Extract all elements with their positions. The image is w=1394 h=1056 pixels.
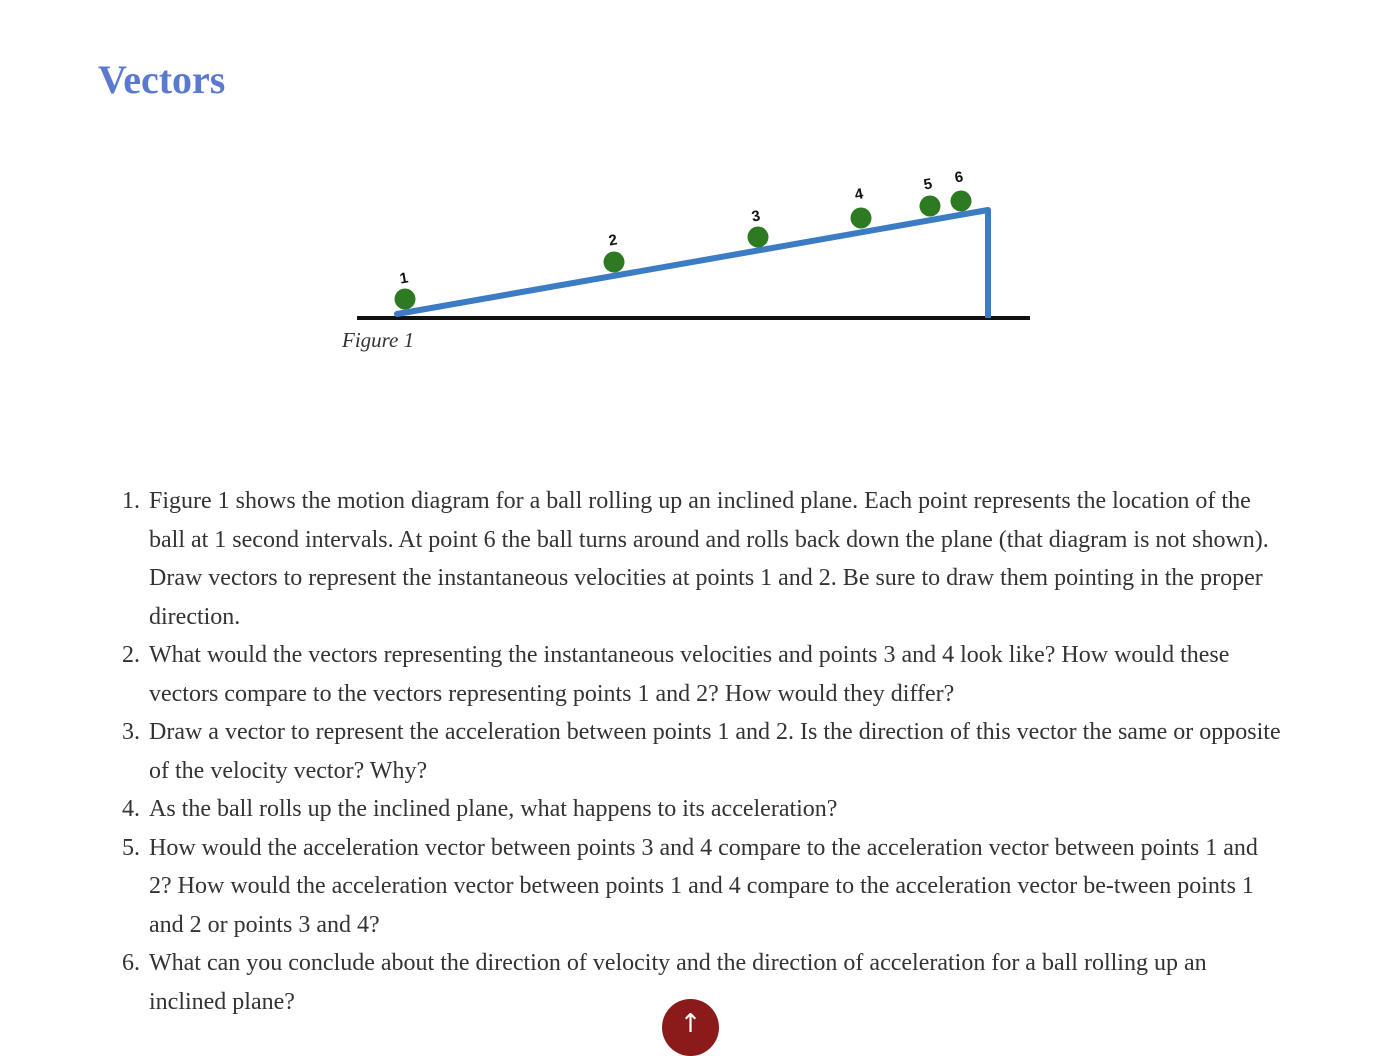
question-number: 3.: [122, 719, 140, 745]
question-item-1: [0, 482, 1394, 636]
question-number: 5.: [122, 834, 140, 861]
question-item-3: [0, 713, 1394, 790]
ball-4: [851, 208, 872, 229]
question-item-2: [0, 636, 1394, 713]
question-text: Figure 1 shows the motion diagram for a ball rolling up an inclined plane. Each point represents the location of the ball at 1 second intervals. At point 6 the ball turns around and rolls back down the plane (that diagram is not shown). Draw vectors to represent the instantaneous velocities at points 1 and 2. Be sure to draw them pointing in the proper direction.: [149, 488, 1269, 630]
ball-point-6: [951, 168, 972, 211]
ball-2: [604, 252, 625, 273]
arrow-up-icon: ↑: [679, 1009, 702, 1039]
motion-diagram-figure: [0, 0, 1394, 380]
question-text: What can you conclude about the direction of velocity and the direction of acceleration for a ball rolling up an inclined plane?: [149, 950, 1207, 1015]
point-label-3: 3: [750, 207, 762, 226]
ball-6: [951, 191, 972, 212]
question-text: As the ball rolls up the inclined plane, what happens to its acceleration?: [149, 796, 838, 822]
question-text: How would the acceleration vector between points 3 and 4 compare to the acceleration vector between points 1 and 2? How would the acceleration vector between points 1 and 4 compare to the acceleration vector be-tween points 1 and 2 or points 3 and 4?: [149, 834, 1258, 938]
question-number: 6.: [122, 950, 140, 976]
ball-point-2: [604, 231, 625, 272]
question-number: 1.: [122, 488, 140, 514]
question-item-5: [0, 829, 1394, 945]
question-text: What would the vectors representing the instantaneous velocities and points 3 and 4 look like? How would these vectors compare to the vectors representing points 1 and 2? How would they differ?: [149, 642, 1230, 707]
figure-caption: Figure 1: [342, 328, 415, 352]
ball-5: [920, 196, 941, 217]
point-label-6: 6: [953, 168, 965, 187]
question-list: [0, 482, 1394, 1021]
incline-plane: [397, 210, 988, 314]
ball-point-4: [851, 185, 872, 228]
ball-point-5: [920, 175, 941, 216]
question-item-4: [0, 790, 1394, 829]
question-number: 2.: [122, 642, 140, 668]
ball-1: [395, 289, 416, 310]
scroll-to-top-button[interactable]: [662, 999, 719, 1056]
question-text: Draw a vector to represent the acceleration between points 1 and 2. Is the direction of this vector the same or opposite of the velocity vector? Why?: [149, 719, 1281, 784]
point-label-5: 5: [922, 175, 934, 194]
point-label-1: 1: [398, 269, 410, 288]
ball-3: [748, 227, 769, 248]
point-label-4: 4: [853, 185, 865, 204]
ball-point-3: [748, 207, 769, 247]
page-title: Vectors: [98, 57, 226, 102]
point-label-2: 2: [607, 231, 619, 250]
question-number: 4.: [122, 796, 140, 822]
ball-point-1: [395, 269, 416, 309]
